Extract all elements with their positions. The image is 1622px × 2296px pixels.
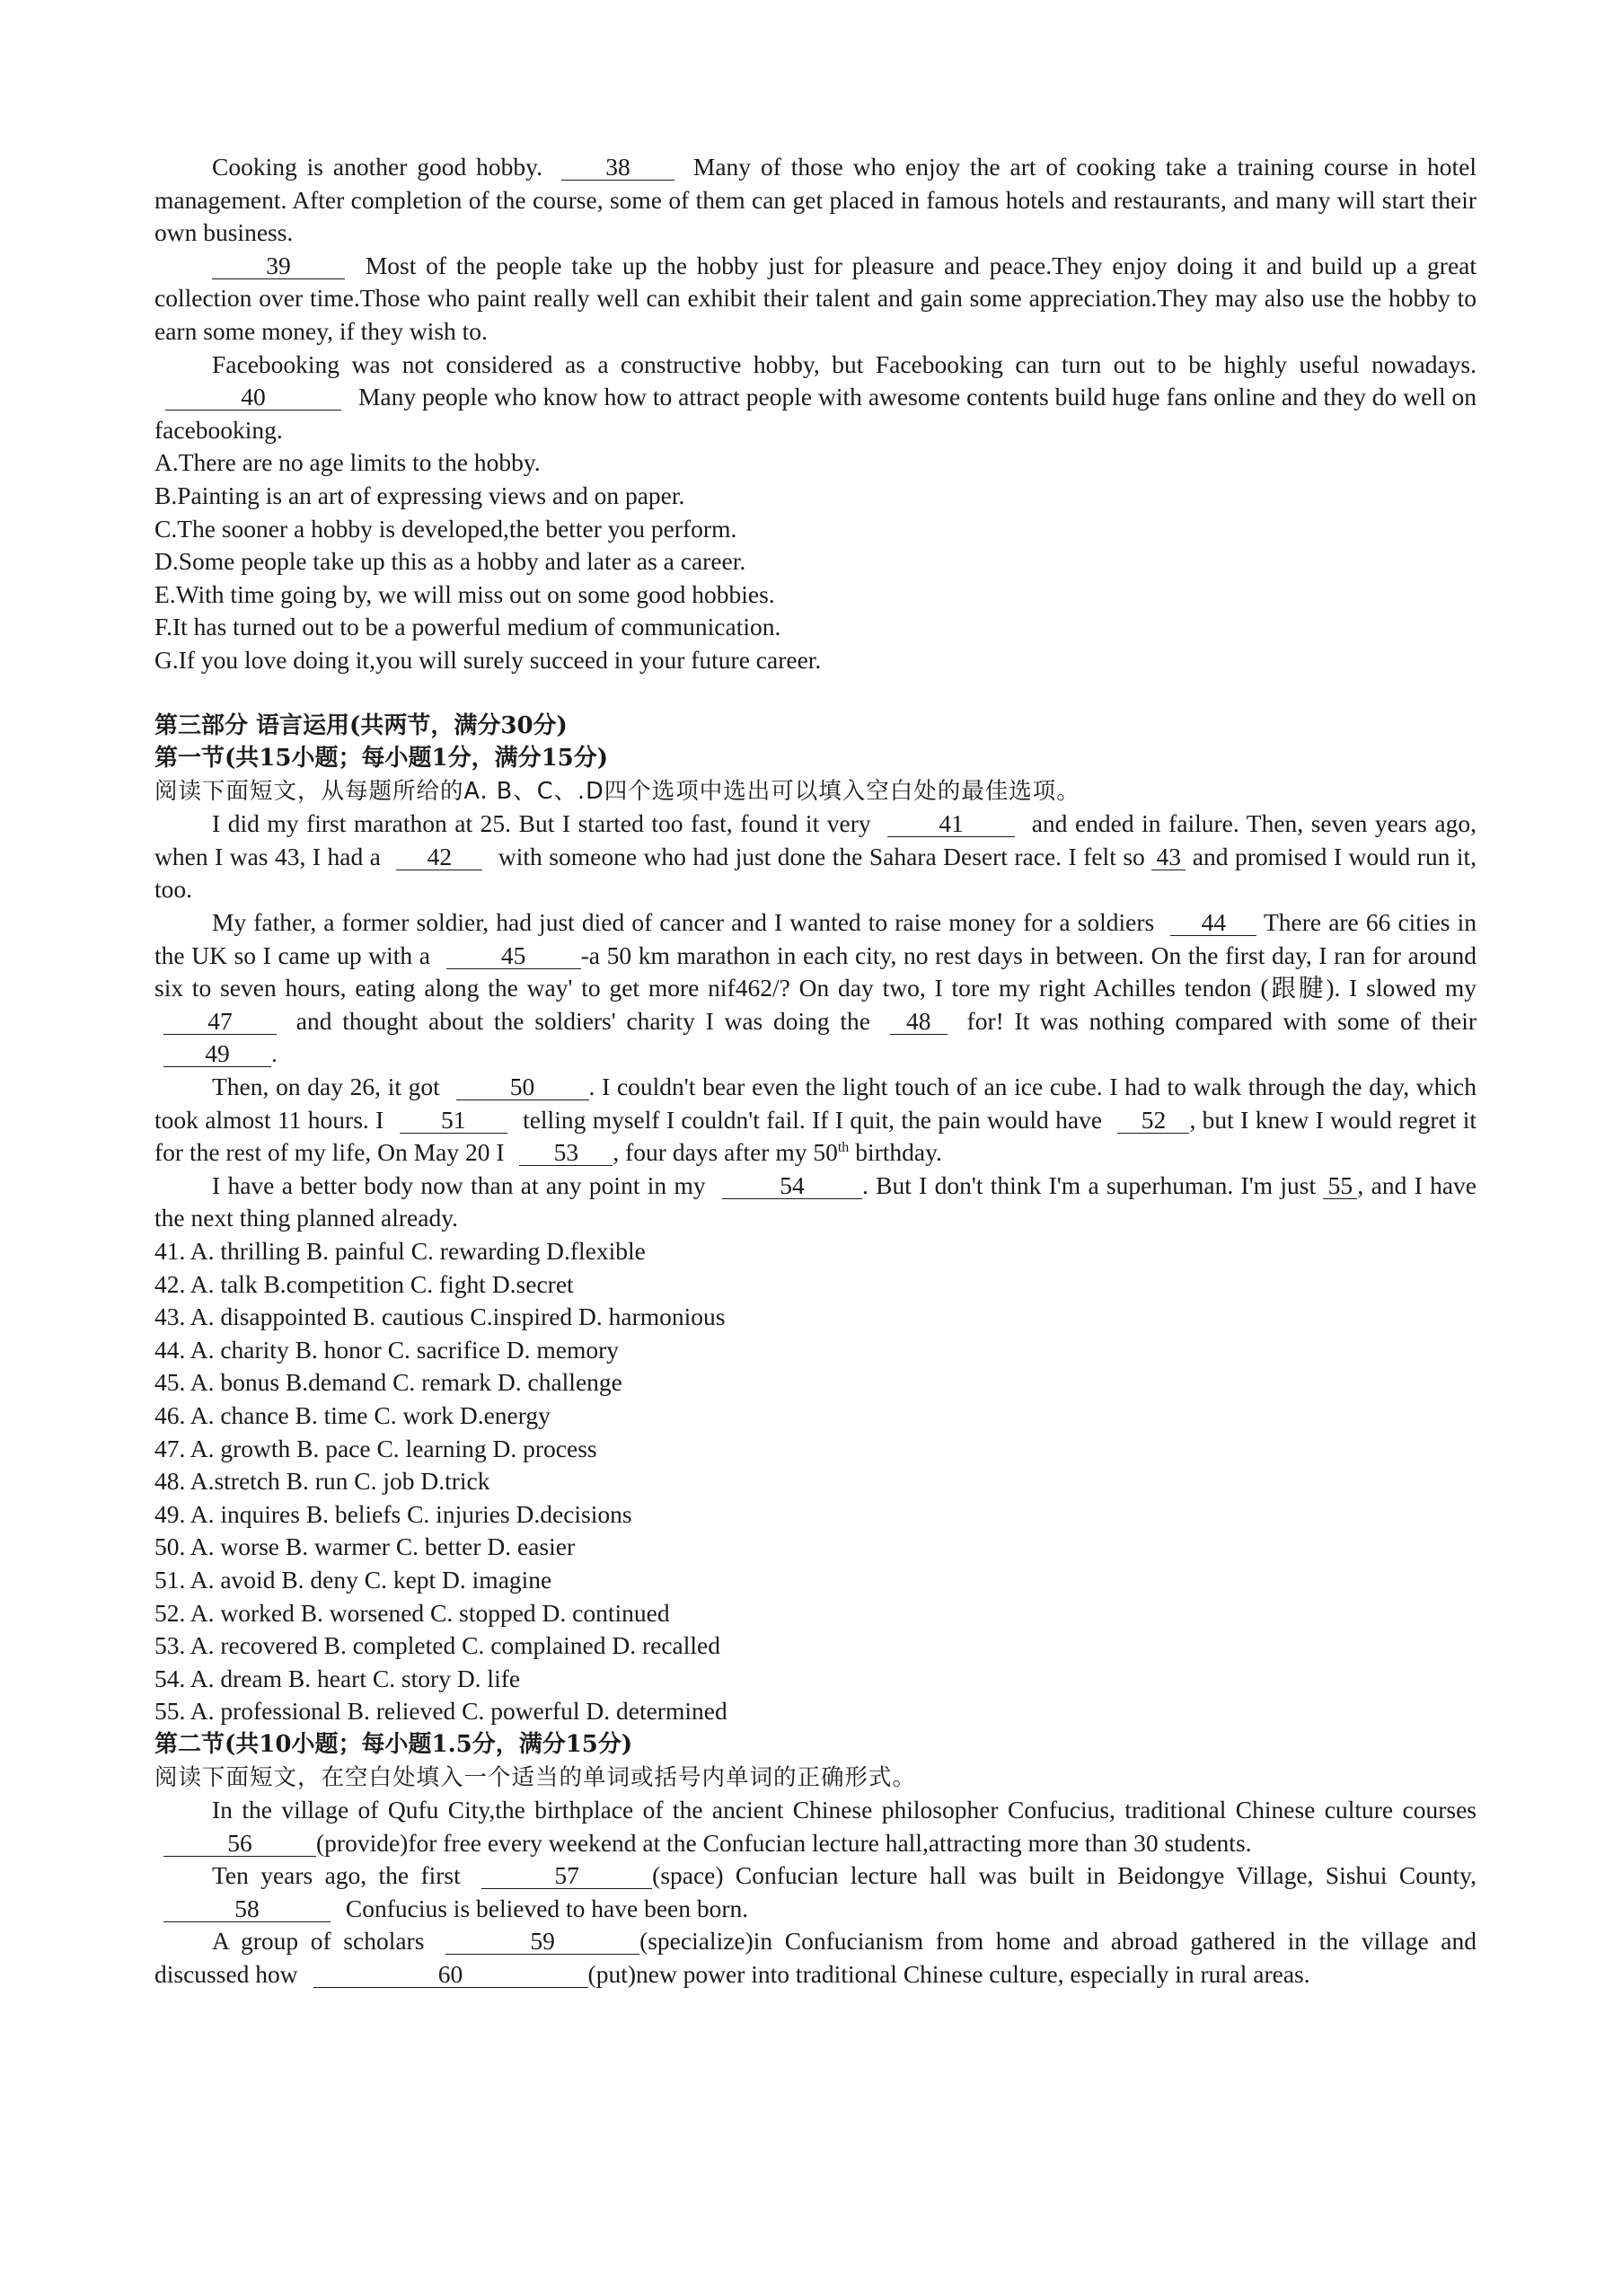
blank-39[interactable]: 39 bbox=[212, 253, 345, 279]
blank-40[interactable]: 40 bbox=[165, 384, 341, 411]
text: Ten years ago, the first bbox=[212, 1861, 461, 1890]
text: My father, a former soldier, had just died of cancer and I wanted to raise money for a soldiers bbox=[212, 908, 1155, 937]
blank-38[interactable]: 38 bbox=[561, 155, 674, 181]
question-41: 41. A. thrilling B. painful C. rewarding D.flexible bbox=[154, 1237, 646, 1265]
text: Many people who know how to attract people with awesome contents build huge fans online and they do well on facebooking. bbox=[154, 383, 1477, 444]
blank-57[interactable]: 57 bbox=[481, 1863, 652, 1889]
question-50: 50. A. worse B. warmer C. better D. easier bbox=[154, 1532, 576, 1561]
text: and ended in failure. Then, seven years ago, when I was 43, I had a bbox=[154, 809, 1477, 870]
reading-paragraph-38 bbox=[154, 151, 1477, 250]
blank-45[interactable]: 45 bbox=[446, 943, 581, 969]
section2-title: 第二节(共10小题；每小题1.5分，满分15分) bbox=[154, 1730, 633, 1758]
blank-49[interactable]: 49 bbox=[163, 1041, 271, 1067]
blank-44[interactable]: 44 bbox=[1170, 910, 1256, 936]
blank-58[interactable]: 58 bbox=[163, 1896, 331, 1922]
question-46: 46. A. chance B. time C. work D.energy bbox=[154, 1400, 551, 1429]
blank-48[interactable]: 48 bbox=[890, 1009, 948, 1035]
text: birthday. bbox=[855, 1138, 942, 1167]
text: and promised I would run it, too. bbox=[154, 842, 1477, 904]
cloze-paragraph-3 bbox=[154, 1071, 1477, 1170]
question-44: 44. A. charity B. honor C. sacrifice D. memory bbox=[154, 1335, 620, 1364]
option-f: F.It has turned out to be a powerful medium of communication. bbox=[154, 613, 781, 641]
text: , but I knew I would regret it for the rest of my life, On May 20 I bbox=[154, 1105, 1477, 1167]
blank-41[interactable]: 41 bbox=[887, 811, 1015, 837]
text: (put)new power into traditional Chinese culture, especially in rural areas. bbox=[587, 1960, 1310, 1989]
blank-60[interactable]: 60 bbox=[313, 1962, 588, 1988]
blank-47[interactable]: 47 bbox=[163, 1009, 277, 1035]
question-53: 53. A. recovered B. completed C. complained D. recalled bbox=[154, 1631, 720, 1660]
section1-title: 第一节(共15小题；每小题1分，满分15分) bbox=[154, 745, 609, 773]
text: I have a better body now than at any point in my bbox=[212, 1170, 706, 1199]
text: Facebooking was not considered as a constructive hobby, but Facebooking can turn out to be highly useful nowadays. bbox=[212, 349, 1477, 378]
section1-instruction: 阅读下面短文，从每题所给的A. B、C、.D四个选项中选出可以填入空白处的最佳选项。 bbox=[154, 777, 1080, 805]
text: with someone who had just done the Sahara Desert race. I felt so bbox=[498, 842, 1145, 870]
text: . I couldn't bear even the light touch of an ice cube. I had to walk through the day, which took almost 11 hours. I bbox=[154, 1073, 1477, 1134]
reading-options bbox=[154, 446, 1477, 676]
text: , four days after my 50 bbox=[613, 1138, 838, 1167]
blank-52[interactable]: 52 bbox=[1117, 1108, 1189, 1134]
text: Many of those who enjoy the art of cooking take a training course in hotel management. After completion of the course, some of them can get placed in famous hotels and restaurants, and many will start their own business. bbox=[154, 153, 1477, 247]
question-49: 49. A. inquires B. beliefs C. injuries D.decisions bbox=[154, 1499, 632, 1528]
blank-59[interactable]: 59 bbox=[445, 1929, 639, 1955]
text: I did my first marathon at 25. But I started too fast, found it very bbox=[212, 809, 871, 838]
blank-43[interactable]: 43 bbox=[1151, 844, 1186, 870]
text: There are 66 cities in the UK so I came up with a bbox=[154, 908, 1477, 969]
blank-53[interactable]: 53 bbox=[519, 1140, 613, 1166]
text: -a 50 km marathon in each city, no rest days in between. On the first day, I ran for around six to seven hours, eating along the way' to get more nif462/? On day two, I tore my right Achilles tendon (跟腱). I slowed my bbox=[154, 940, 1477, 1002]
blank-50[interactable]: 50 bbox=[456, 1074, 589, 1100]
question-47: 47. A. growth B. pace C. learning D. process bbox=[154, 1434, 597, 1462]
question-45: 45. A. bonus B.demand C. remark D. challenge bbox=[154, 1368, 622, 1397]
text: In the village of Qufu City,the birthplace of the ancient Chinese philosopher Confucius, traditional Chinese culture courses bbox=[212, 1796, 1477, 1824]
text: telling myself I couldn't fail. If I quit, the pain would have bbox=[523, 1105, 1103, 1134]
text: (space) Confucian lecture hall was built in Beidongye Village, Sishui County, bbox=[652, 1861, 1477, 1890]
question-54: 54. A. dream B. heart C. story D. life bbox=[154, 1664, 521, 1692]
text: and thought about the soldiers' charity I was doing the bbox=[295, 1006, 870, 1035]
exam-page bbox=[154, 151, 1477, 1991]
option-a: A.There are no age limits to the hobby. bbox=[154, 448, 541, 477]
blank-56[interactable]: 56 bbox=[163, 1831, 316, 1857]
grammar-paragraph-1 bbox=[154, 1794, 1477, 1859]
reading-paragraph-40 bbox=[154, 349, 1477, 447]
option-d: D.Some people take up this as a hobby and later as a career. bbox=[154, 547, 746, 576]
text: . bbox=[271, 1039, 278, 1068]
blank-55[interactable]: 55 bbox=[1323, 1173, 1357, 1199]
text: A group of scholars bbox=[212, 1927, 425, 1956]
cloze-paragraph-4 bbox=[154, 1170, 1477, 1235]
option-b: B.Painting is an art of expressing views and on paper. bbox=[154, 481, 685, 509]
text: Cooking is another good hobby. bbox=[212, 153, 543, 181]
ordinal-suffix: th bbox=[837, 1140, 850, 1156]
blank-54[interactable]: 54 bbox=[722, 1173, 862, 1199]
text: , and I have the next thing planned already. bbox=[154, 1170, 1477, 1232]
cloze-paragraph-1 bbox=[154, 808, 1477, 906]
option-g: G.If you love doing it,you will surely succeed in your future career. bbox=[154, 645, 822, 674]
question-55: 55. A. professional B. relieved C. powerful D. determined bbox=[154, 1697, 727, 1726]
cloze-options bbox=[154, 1235, 1477, 1728]
grammar-paragraph-2 bbox=[154, 1859, 1477, 1925]
text: Then, on day 26, it got bbox=[212, 1073, 440, 1101]
option-e: E.With time going by, we will miss out on some good hobbies. bbox=[154, 579, 775, 608]
question-52: 52. A. worked B. worsened C. stopped D. continued bbox=[154, 1598, 670, 1627]
text: . But I don't think I'm a superhuman. I'm just bbox=[861, 1170, 1317, 1199]
text: (provide)for free every weekend at the Confucian lecture hall,attracting more than 30 students. bbox=[316, 1828, 1252, 1857]
question-42: 42. A. talk B.competition C. fight D.secret bbox=[154, 1269, 574, 1298]
text: Confucius is believed to have been born. bbox=[345, 1894, 749, 1922]
section2-instruction: 阅读下面短文，在空白处填入一个适当的单词或括号内单词的正确形式。 bbox=[154, 1763, 917, 1791]
question-48: 48. A.stretch B. run C. job D.trick bbox=[154, 1467, 490, 1496]
question-51: 51. A. avoid B. deny C. kept D. imagine bbox=[154, 1565, 552, 1594]
blank-51[interactable]: 51 bbox=[400, 1108, 507, 1134]
spacer bbox=[154, 677, 1477, 710]
blank-42[interactable]: 42 bbox=[396, 844, 482, 870]
text: (specialize)in Confucianism from home and abroad gathered in the village and discussed how bbox=[154, 1927, 1477, 1989]
reading-paragraph-39 bbox=[154, 250, 1477, 349]
question-43: 43. A. disappointed B. cautious C.inspired D. harmonious bbox=[154, 1303, 726, 1331]
text: Most of the people take up the hobby just for pleasure and peace.They enjoy doing it and build up a great collection over time.Those who paint really well can exhibit their talent and gain some appreciation.They may also use the hobby to earn some money, if they wish to. bbox=[154, 251, 1477, 345]
text: for! It was nothing compared with some of their bbox=[966, 1006, 1477, 1035]
cloze-paragraph-2 bbox=[154, 906, 1477, 1071]
grammar-paragraph-3 bbox=[154, 1925, 1477, 1991]
part3-title: 第三部分 语言运用(共两节，满分30分) bbox=[154, 711, 568, 739]
option-c: C.The sooner a hobby is developed,the better you perform. bbox=[154, 514, 737, 543]
